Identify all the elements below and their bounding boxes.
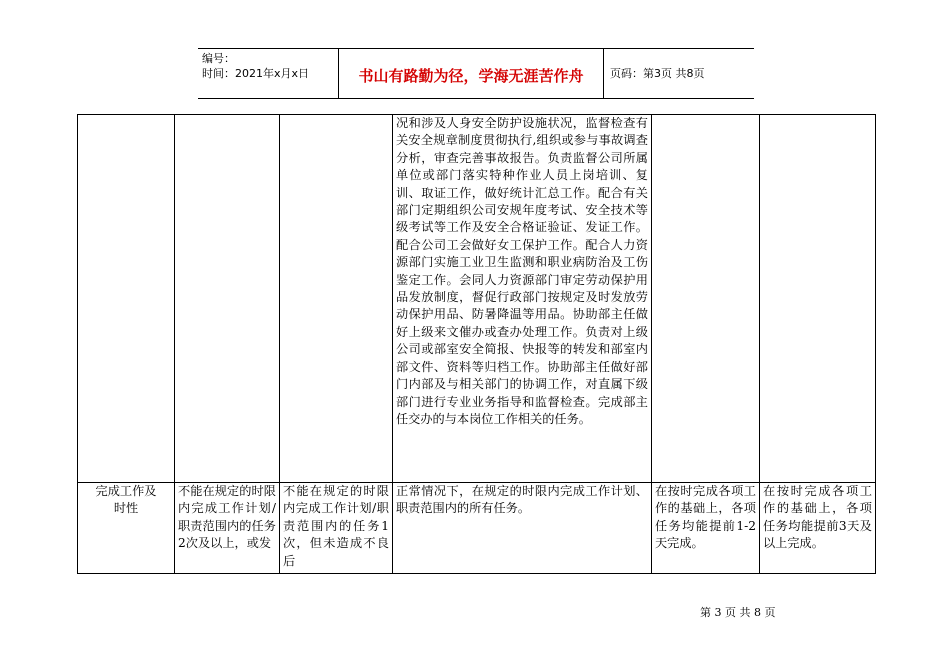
page-label: 页码：第3页 共8页 bbox=[610, 67, 705, 80]
serial-label: 编号： bbox=[202, 52, 235, 65]
level-2-cell: 不能在规定的时限内完成工作计划/职责范围内的任务1次，但未造成不良后 bbox=[280, 483, 393, 574]
table-cell bbox=[280, 115, 393, 483]
level-5-cell: 在按时完成各项工作的基础上，各项任务均能提前3天及以上完成。 bbox=[760, 483, 876, 574]
table-cell bbox=[78, 115, 175, 483]
table-row bbox=[78, 483, 876, 574]
header-motto-cell bbox=[338, 49, 603, 98]
time-label: 时间：2021年x月x日 bbox=[202, 67, 310, 80]
page-footer: 第 3 页 共 8 页 bbox=[700, 606, 776, 619]
table-cell bbox=[760, 115, 876, 483]
table-cell bbox=[175, 115, 280, 483]
criterion-name-cell: 完成工作及时性 bbox=[78, 483, 175, 574]
assessment-table bbox=[77, 114, 876, 574]
header-page-cell bbox=[603, 49, 754, 98]
duty-description-cell: 况和涉及人身安全防护设施状况，监督检查有关安全规章制度贯彻执行,组织或参与事故调查分析，审查完善事故报告。负责监督公司所属单位或部门落实特种作业人员上岗培训、复训、取证工作，做好统计汇总工作。配合有关部门定期组织公司安规年度考试、安全技术等级考试等工作及安全合格证验证、发证工作。配合公司工会做好女工保护工作。配合人力资源部门实施工业卫生监测和职业病防治及工伤鉴定工作。会同人力资源部门审定劳动保护用品发放制度，督促行政部门按规定及时发放劳动保护用品、防暑降温等用品。协助部主任做好上级来文催办或查办处理工作。负责对上级公司或部室安全简报、快报等的转发和部室内部文件、资料等归档工作。协助部主任做好部门内部及与相关部门的协调工作，对直属下级部门进行专业业务指导和监督检查。完成部主任交办的与本岗位工作相关的任务。 bbox=[393, 115, 652, 483]
page-header bbox=[198, 48, 754, 99]
level-4-cell: 在按时完成各项工作的基础上，各项任务均能提前1-2天完成。 bbox=[652, 483, 760, 574]
level-1-cell: 不能在规定的时限内完成工作计划/职责范围内的任务2次及以上，或发 bbox=[175, 483, 280, 574]
motto: 书山有路勤为径，学海无涯苦作舟 bbox=[358, 67, 584, 85]
table-row bbox=[78, 115, 876, 483]
level-3-cell: 正常情况下，在规定的时限内完成工作计划、职责范围内的所有任务。 bbox=[393, 483, 652, 574]
table-cell bbox=[652, 115, 760, 483]
header-meta bbox=[198, 49, 338, 98]
